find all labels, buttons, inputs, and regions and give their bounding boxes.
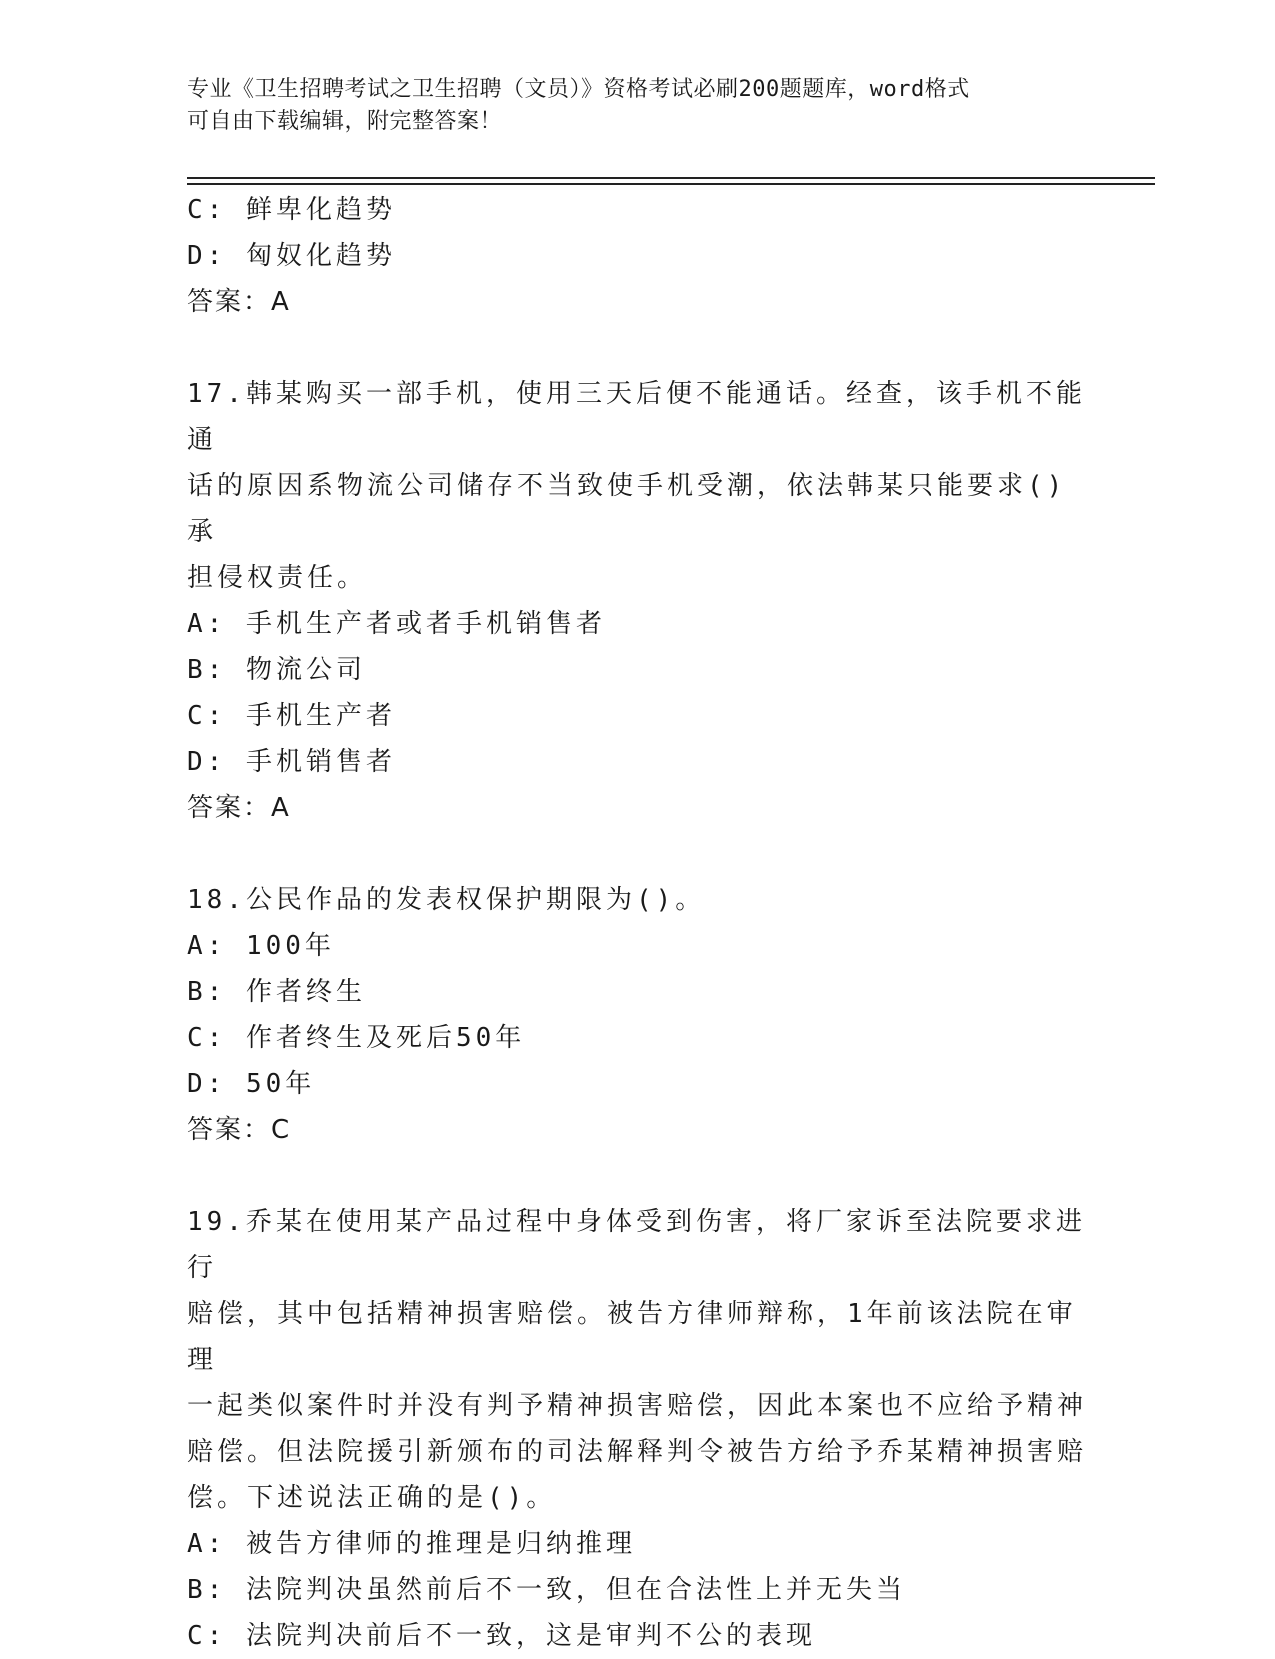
spacer (187, 831, 1087, 877)
q17-option-a: A: 手机生产者或者手机销售者 (187, 609, 606, 639)
q16-option-c: C: 鲜卑化趋势 (187, 195, 396, 225)
q17-option-d: D: 手机销售者 (187, 747, 396, 777)
q17-option-b: B: 物流公司 (187, 655, 366, 685)
q19-stem-line-1: 19.乔某在使用某产品过程中身体受到伤害，将厂家诉至法院要求进行 (187, 1207, 1086, 1283)
q18-option-c: C: 作者终生及死后50年 (187, 1023, 526, 1053)
q16-answer: 答案：A (187, 287, 291, 317)
q18-stem-line-1: 18.公民作品的发表权保护期限为()。 (187, 885, 706, 915)
q17-option-c: C: 手机生产者 (187, 701, 396, 731)
q19-option-a: A: 被告方律师的推理是归纳推理 (187, 1529, 636, 1559)
header-rule-bottom (187, 183, 1155, 185)
q18-option-a: A: 100年 (187, 931, 335, 961)
question-list (187, 187, 1087, 1659)
q18-option-b: B: 作者终生 (187, 977, 366, 1007)
q17-stem-line-3: 担侵权责任。 (187, 563, 368, 593)
q19-stem-line-5: 偿。下述说法正确的是()。 (187, 1483, 557, 1513)
q16-option-d: D: 匈奴化趋势 (187, 241, 396, 271)
q19-stem-line-2: 赔偿，其中包括精神损害赔偿。被告方律师辩称，1年前该法院在审理 (187, 1299, 1077, 1375)
header-line-1: 专业《卫生招聘考试之卫生招聘（文员）》资格考试必刷200题题库，word格式 (187, 77, 970, 102)
spacer (187, 325, 1087, 371)
spacer (187, 1153, 1087, 1199)
q18-option-d: D: 50年 (187, 1069, 316, 1099)
q17-stem-line-2: 话的原因系物流公司储存不当致使手机受潮，依法韩某只能要求()承 (187, 471, 1067, 547)
q17-answer: 答案：A (187, 793, 291, 823)
q19-option-b: B: 法院判决虽然前后不一致，但在合法性上并无失当 (187, 1575, 906, 1605)
q18-answer: 答案：C (187, 1115, 292, 1145)
q19-option-c: C: 法院判决前后不一致，这是审判不公的表现 (187, 1621, 816, 1651)
q17-stem-line-1: 17.韩某购买一部手机，使用三天后便不能通话。经查，该手机不能通 (187, 379, 1086, 455)
q19-stem-line-3: 一起类似案件时并没有判予精神损害赔偿，因此本案也不应给予精神 (187, 1391, 1088, 1421)
header-line-2: 可自由下载编辑，附完整答案！ (187, 109, 503, 134)
q19-stem-line-4: 赔偿。但法院援引新颁布的司法解释判令被告方给予乔某精神损害赔 (187, 1437, 1088, 1467)
document-header (187, 74, 1067, 138)
header-rule-top (187, 177, 1155, 179)
